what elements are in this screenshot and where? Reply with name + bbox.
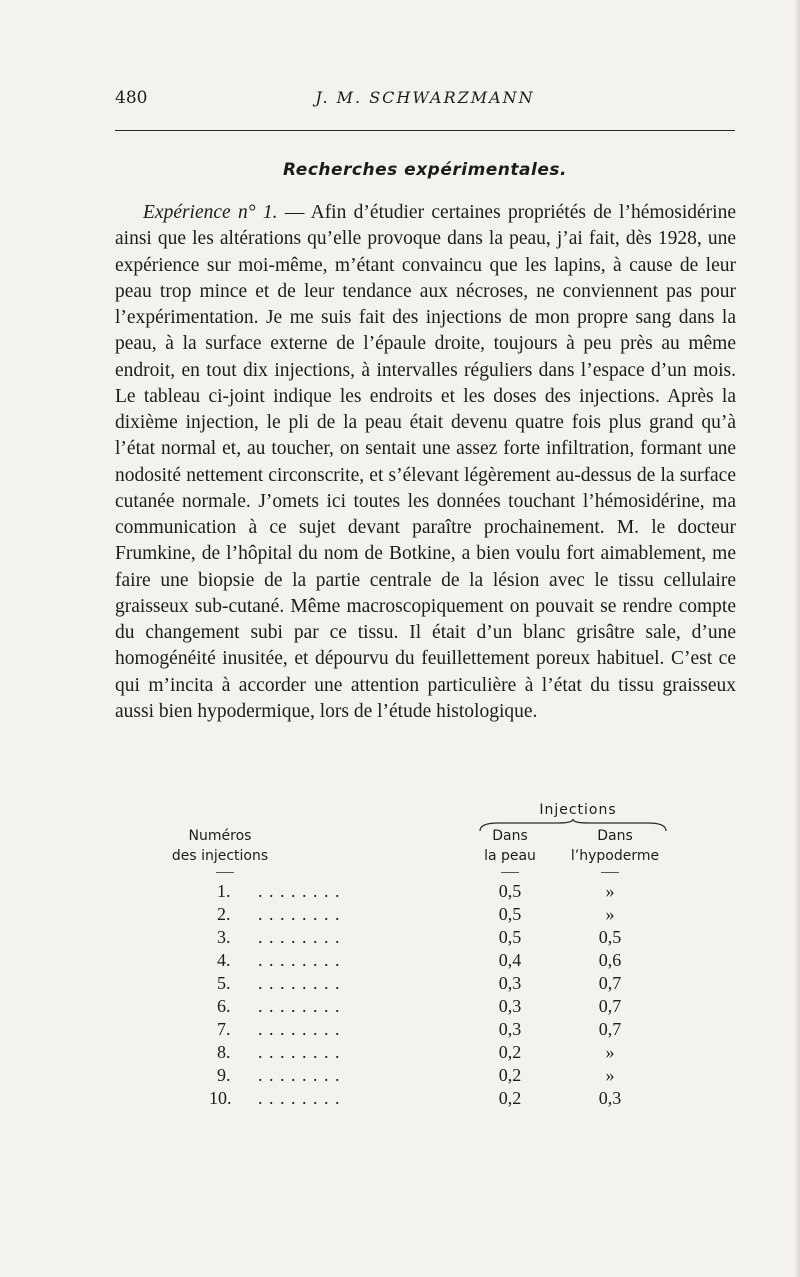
dose-hypoderme: » [605, 1065, 615, 1085]
numeros-header-line2: des injections [171, 848, 269, 864]
dose-peau: 0,3 [498, 973, 522, 993]
hypoderme-column-header [555, 826, 675, 866]
leader-dots: ........ [258, 1019, 346, 1039]
paragraph-lead: Expérience n° 1. [143, 202, 278, 223]
page-number: 480 [115, 88, 148, 108]
page-header [115, 88, 735, 114]
dose-hypoderme: 0,6 [598, 950, 622, 970]
dose-peau: 0,3 [498, 996, 522, 1016]
hypo-dash [601, 872, 619, 873]
header-rule [115, 130, 735, 131]
row-number: 9. [217, 1065, 231, 1085]
row-number: 3. [217, 927, 231, 947]
row-number: 7. [217, 1019, 231, 1039]
table-row [0, 950, 800, 974]
leader-dots: ........ [258, 973, 346, 993]
dose-hypoderme: » [605, 1042, 615, 1062]
dose-hypoderme: 0,3 [598, 1088, 622, 1108]
dose-peau: 0,2 [498, 1065, 522, 1085]
dose-hypoderme: » [605, 904, 615, 924]
leader-dots: ........ [258, 996, 346, 1016]
dose-peau: 0,4 [498, 950, 522, 970]
row-number: 5. [217, 973, 231, 993]
numeros-header-line1: Numéros [188, 828, 252, 844]
numeros-column-header [155, 826, 285, 866]
leader-dots: ........ [258, 950, 346, 970]
table-row [0, 904, 800, 928]
body-text [115, 200, 736, 725]
hypo-header-line2: l’hypoderme [570, 848, 660, 864]
table-row [0, 1042, 800, 1066]
dose-peau: 0,5 [498, 904, 522, 924]
leader-dots: ........ [258, 1042, 346, 1062]
table-row [0, 1019, 800, 1043]
dose-peau: 0,3 [498, 1019, 522, 1039]
numeros-dash [216, 872, 234, 873]
dose-hypoderme: 0,7 [598, 996, 622, 1016]
dose-hypoderme: 0,5 [598, 927, 622, 947]
dose-peau: 0,5 [498, 927, 522, 947]
dose-peau: 0,2 [498, 1088, 522, 1108]
running-head: J. M. SCHWARZMANN [315, 88, 535, 107]
table-row [0, 1088, 800, 1112]
table-row [0, 973, 800, 997]
peau-header-line1: Dans [492, 828, 528, 844]
table-row [0, 881, 800, 905]
dose-hypoderme: 0,7 [598, 1019, 622, 1039]
row-number: 10. [209, 1088, 232, 1108]
leader-dots: ........ [258, 881, 346, 901]
table-row [0, 1065, 800, 1089]
section-title: Recherches expérimentales. [283, 160, 567, 180]
table-row [0, 996, 800, 1020]
row-number: 1. [217, 881, 231, 901]
peau-column-header [470, 826, 550, 866]
leader-dots: ........ [258, 927, 346, 947]
dose-peau: 0,2 [498, 1042, 522, 1062]
leader-dots: ........ [258, 904, 346, 924]
table-row [0, 927, 800, 951]
peau-dash [501, 872, 519, 873]
leader-dots: ........ [258, 1065, 346, 1085]
row-number: 2. [217, 904, 231, 924]
hypo-header-line1: Dans [597, 828, 633, 844]
peau-header-line2: la peau [484, 848, 536, 864]
row-number: 4. [217, 950, 231, 970]
paragraph [115, 200, 736, 725]
dose-peau: 0,5 [498, 881, 522, 901]
row-number: 8. [217, 1042, 231, 1062]
injections-group-header: Injections [539, 802, 617, 818]
leader-dots: ........ [258, 1088, 346, 1108]
dose-hypoderme: 0,7 [598, 973, 622, 993]
dose-hypoderme: » [605, 881, 615, 901]
paragraph-text: — Afin d’étudier certaines propriétés de l’hémosidérine ainsi que les altérations qu’elle provoque dans la peau, j’ai fait, dès 1928, une expérience sur moi-même, m’étant convaincu que les lapins, à cause de leur peau trop mince et de leur tendance aux nécroses, ne conviennent pas pour l’expérimentation. Je me suis fait des injections de mon propre sang dans la peau, à la surface externe de l’épaule droite, toujours à peu près au même endroit, en tout dix injections, à intervalles réguliers dans l’espace d’un mois. Le tableau ci-joint indique les endroits et les doses des injections. Après la dixième injection, le pli de la peau était devenu quatre fois plus grand qu’à l’état normal et, au toucher, on sentait une assez forte infiltration, formant une nodosité nettement circonscrite, et s’élevant légèrement au-dessus de la surface cutanée normale. J’omets ici toutes les données touchant l’hémosidérine, ma communication à ce sujet devant paraître prochainement. M. le docteur Frumkine, de l’hôpital du nom de Botkine, a bien voulu fort aimablement, me faire une biopsie de la partie centrale de la lésion avec le tissu cellulaire graisseux sub-cutané. Même macroscopiquement on pouvait se rendre compte du changement subi par ce tissu. Il était d’un blanc grisâtre sale, d’une homogénéité inusitée, et dépourvu du feuillettement poreux habituel. C’est ce qui m’incita à accorder une attention particulière à l’état du tissu graisseux aussi bien hypodermique, lors de l’étude histologique. [115, 202, 736, 722]
row-number: 6. [217, 996, 231, 1016]
